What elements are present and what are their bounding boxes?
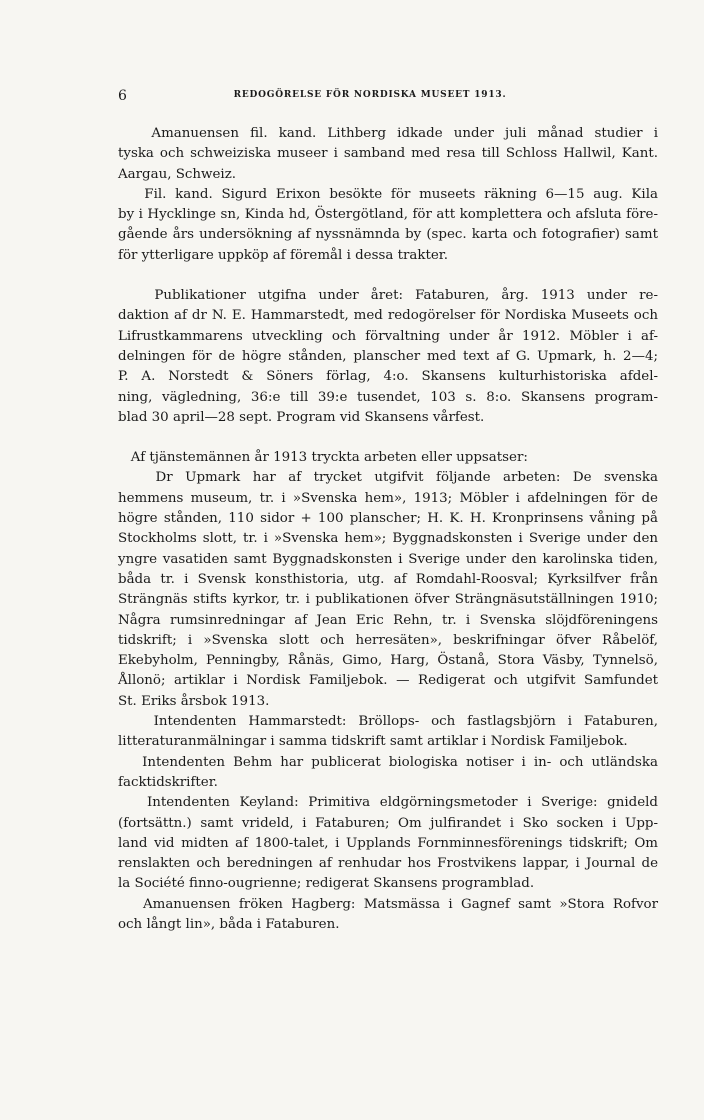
text-line: St. Eriks årsbok 1913.: [118, 693, 270, 709]
text-line: Intendenten Hammarstedt: Bröllops- och fastlagsbjörn i Fataburen,: [118, 714, 658, 730]
text-line: Lifrustkammarens utveckling och förvaltning under år 1912. Möbler i af-: [118, 328, 658, 344]
text-line: ning, vägledning, 36:e till 39:e tusendet, 103 s. 8:o. Skansens program-: [118, 389, 658, 405]
text-line: högre stånden, 110 sidor + 100 planscher; H. K. H. Kronprinsens våning på: [118, 511, 658, 527]
text-line: tyska och schweiziska museer i samband med resa till Schloss Hallwil, Kant.: [118, 146, 658, 162]
text-line: Fil. kand. Sigurd Erixon besökte för museets räkning 6—15 aug. Kila: [118, 186, 658, 202]
paragraph: [118, 286, 658, 428]
text-line: land vid midten af 1800-talet, i Upplands Fornminnesförenings tidskrift; Om: [118, 835, 658, 851]
text-line: hemmens museum, tr. i »Svenska hem», 1913; Möbler i afdelningen för de: [118, 490, 658, 506]
paragraph: [118, 448, 658, 935]
text-line: Dr Upmark har af trycket utgifvit följande arbeten: De svenska: [118, 470, 658, 486]
text-line: litteraturanmälningar i samma tidskrift samt artiklar i Nordisk Familjebok.: [118, 734, 628, 750]
text-line: Intendenten Behm har publicerat biologiska notiser i in- och utländska: [118, 754, 658, 770]
text-line: för ytterligare uppköp af föremål i dessa trakter.: [118, 247, 448, 263]
text-line: Af tjänstemännen år 1913 tryckta arbeten eller uppsatser:: [118, 450, 528, 466]
page-header: [118, 88, 600, 108]
text-line: by i Hycklinge sn, Kinda hd, Östergötland, för att komplettera och afsluta före-: [118, 207, 658, 223]
paragraph: [118, 124, 658, 185]
text-line: Några rumsinredningar af Jean Eric Rehn, tr. i Svenska slöjdföreningens: [118, 612, 658, 628]
text-line: Amanuensen fröken Hagberg: Matsmässa i Gagnef samt »Stora Rofvor: [118, 896, 658, 912]
text-line: båda tr. i Svensk konsthistoria, utg. af Romdahl-Roosval; Kyrksilfver från: [118, 571, 658, 587]
body-text: [118, 124, 658, 935]
text-line: Stockholms slott, tr. i »Svenska hem»; Byggnadskonsten i Sverige under den: [118, 531, 658, 547]
text-line: Amanuensen fil. kand. Lithberg idkade under juli månad studier i: [118, 126, 658, 141]
text-line: Ekebyholm, Penningby, Rånäs, Gimo, Harg, Östanå, Stora Väsby, Tynnelsö,: [118, 653, 658, 669]
running-head: REDOGÖRELSE FÖR NORDISKA MUSEET 1913.: [233, 90, 507, 100]
text-line: delningen för de högre stånden, planscher med text af G. Upmark, h. 2—4;: [118, 348, 658, 364]
text-line: blad 30 april—28 sept. Program vid Skansens vårfest.: [118, 409, 485, 425]
paragraph: [118, 185, 658, 266]
text-line: daktion af dr N. E. Hammarstedt, med redogörelser för Nordiska Museets och: [118, 308, 658, 324]
text-line: renslakten och beredningen af renhudar hos Frostvikens lappar, i Journal de: [118, 856, 658, 872]
text-line: och långt lin», båda i Fataburen.: [118, 916, 340, 932]
text-line: la Société finno-ougrienne; redigerat Skansens programblad.: [118, 876, 535, 892]
text-line: facktidskrifter.: [118, 774, 218, 790]
text-line: Publikationer utgifna under året: Fataburen, årg. 1913 under re-: [118, 288, 658, 304]
text-line: gående års undersökning af nyssnämnda by (spec. karta och fotografier) samt: [118, 227, 658, 243]
text-line: tidskrift; i »Svenska slott och herresäten», beskrifningar öfver Råbelöf,: [118, 632, 658, 648]
text-line: Strängnäs stifts kyrkor, tr. i publikationen öfver Strängnäsutställningen 1910;: [118, 592, 658, 608]
text-line: P. A. Norstedt & Söners förlag, 4:o. Skansens kulturhistoriska afdel-: [118, 369, 658, 385]
text-line: (fortsättn.) samt vrideld, i Fataburen; Om julfirandet i Sko socken i Upp-: [118, 815, 658, 831]
text-line: Intendenten Keyland: Primitiva eldgörningsmetoder i Sverige: gnideld: [118, 795, 658, 811]
page-number: 6: [118, 88, 127, 104]
text-line: Aargau, Schweiz.: [118, 166, 237, 182]
text-line: yngre vasatiden samt Byggnadskonsten i Sverige under den karolinska tiden,: [118, 551, 658, 567]
text-line: Ållonö; artiklar i Nordisk Familjebok. — Redigerat och utgifvit Samfundet: [118, 673, 658, 689]
